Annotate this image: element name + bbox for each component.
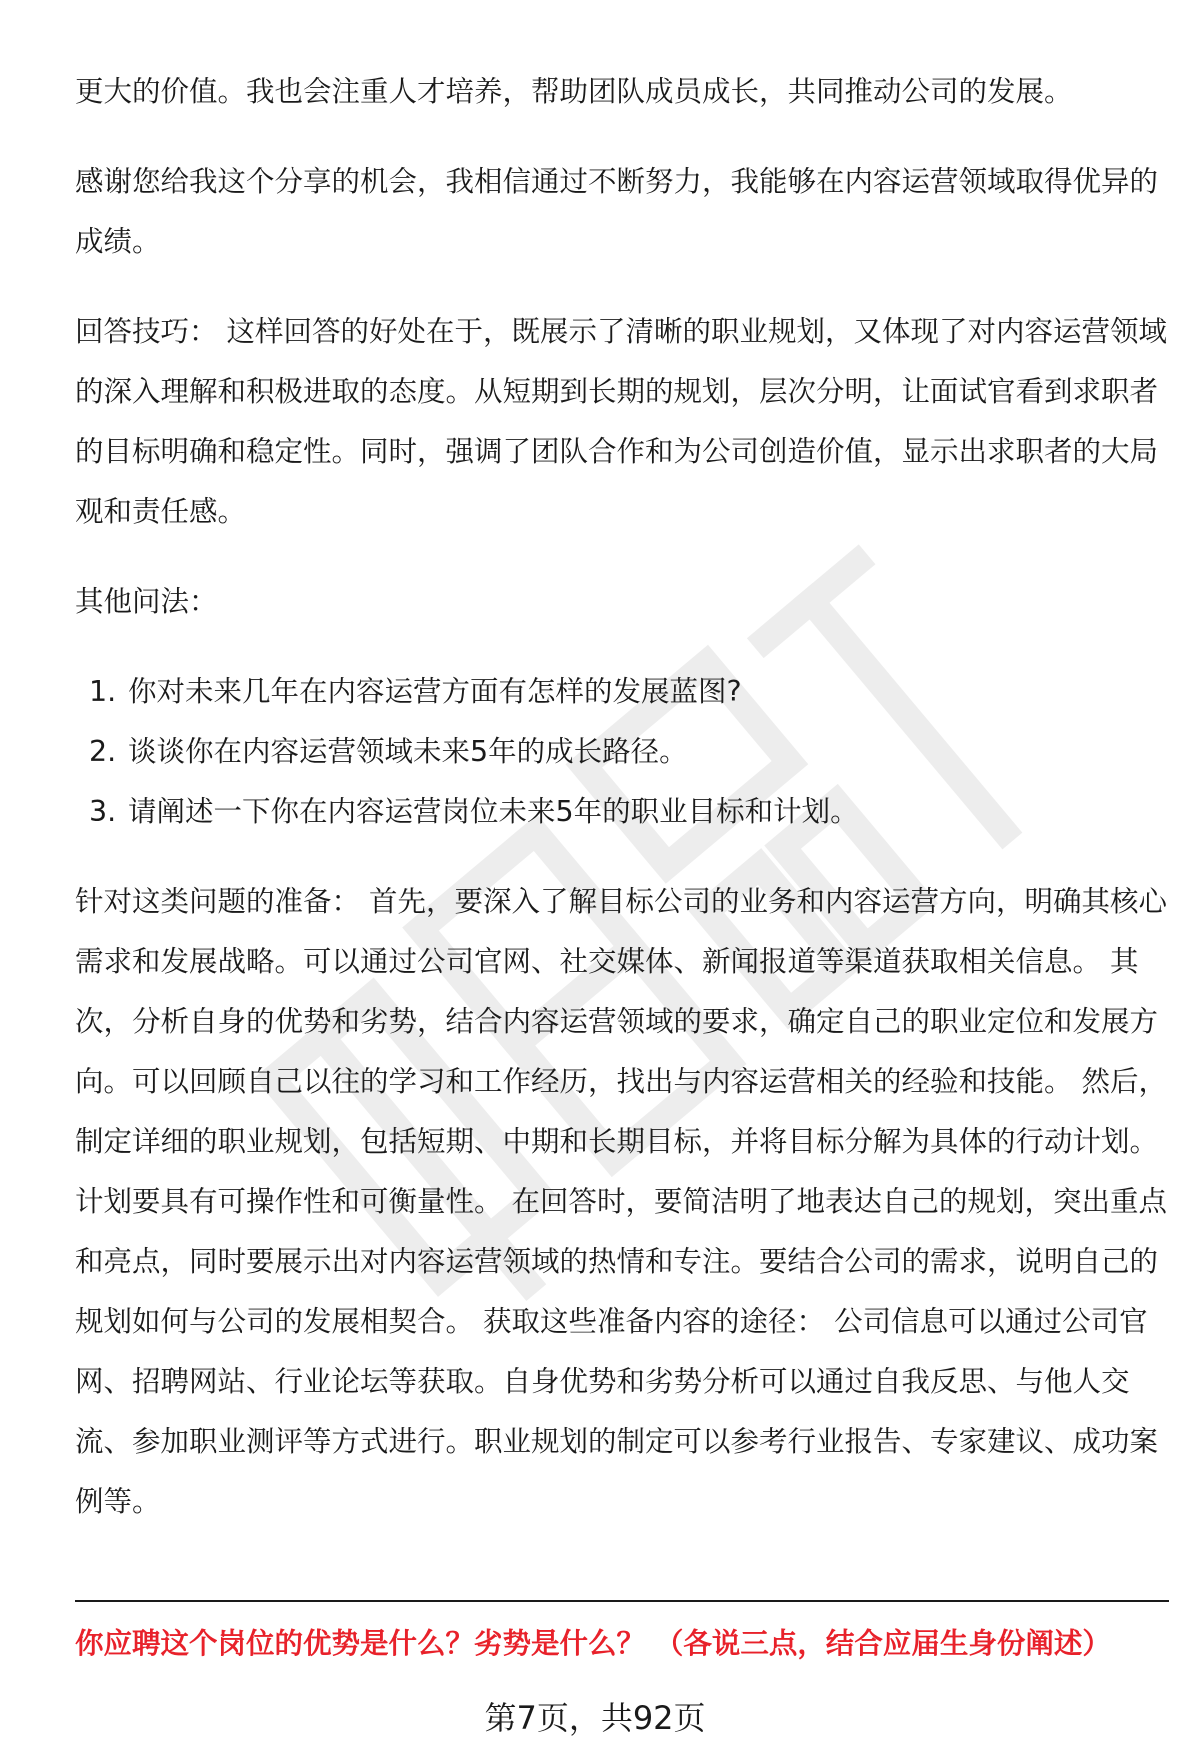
paragraph-closing-value: 更大的价值。我也会注重人才培养，帮助团队成员成长，共同推动公司的发展。 [75,75,1073,108]
list-item-number: 2. [89,735,117,768]
list-item-number: 1. [89,675,117,708]
page-indicator: 第7页，共92页 [484,1699,706,1737]
alternative-questions-list [75,662,1169,842]
paragraph-thanks: 感谢您给我这个分享的机会，我相信通过不断努力，我能够在内容运营领域取得优异的成绩。 [75,165,1159,258]
list-item [89,662,1169,722]
section-divider [75,1600,1169,1602]
next-question-heading: 你应聘这个岗位的优势是什么？劣势是什么？ （各说三点，结合应届生身份阐述） [75,1627,1111,1660]
paragraph-other-questions-heading: 其他问法： [75,585,218,618]
paragraph-answer-tips: 回答技巧： 这样回答的好处在于，既展示了清晰的职业规划，又体现了对内容运营领域的深入理解和积极进取的态度。从短期到长期的规划，层次分明，让面试官看到求职者的目标明确和稳定性。同时，强调了团队合作和为公司创造价值，显示出求职者的大局观和责任感。 [75,315,1168,528]
paragraph-preparation: 针对这类问题的准备： 首先，要深入了解目标公司的业务和内容运营方向，明确其核心需求和发展战略。可以通过公司官网、社交媒体、新闻报道等渠道获取相关信息。 其次，分析自身的优势和劣势，结合内容运营领域的要求，确定自己的职业定位和发展方向。可以回顾自己以往的学习和工作经历，找出与内容运营相关的经验和技能。 然后，制定详细的职业规划，包括短期、中期和长期目标，并将目标分解为具体的行动计划。计划要具有可操作性和可衡量性。 在回答时，要简洁明了地表达自己的规划，突出重点和亮点，同时要展示出对内容运营领域的热情和专注。要结合公司的需求，说明自己的规划如何与公司的发展相契合。 获取这些准备内容的途径： 公司信息可以通过公司官网、招聘网站、行业论坛等获取。自身优势和劣势分析可以通过自我反思、与他人交流、参加职业测评等方式进行。职业规划的制定可以参考行业报告、专家建议、成功案例等。 [75,885,1168,1518]
document-body [75,62,1169,1532]
list-item [89,782,1169,842]
list-item-text: 你对未来几年在内容运营方面有怎样的发展蓝图? [128,675,742,708]
list-item-number: 3. [89,795,117,828]
list-item-text: 请阐述一下你在内容运营岗位未来5年的职业目标和计划。 [128,795,859,828]
list-item-text: 谈谈你在内容运营领域未来5年的成长路径。 [128,735,688,768]
list-item [89,722,1169,782]
